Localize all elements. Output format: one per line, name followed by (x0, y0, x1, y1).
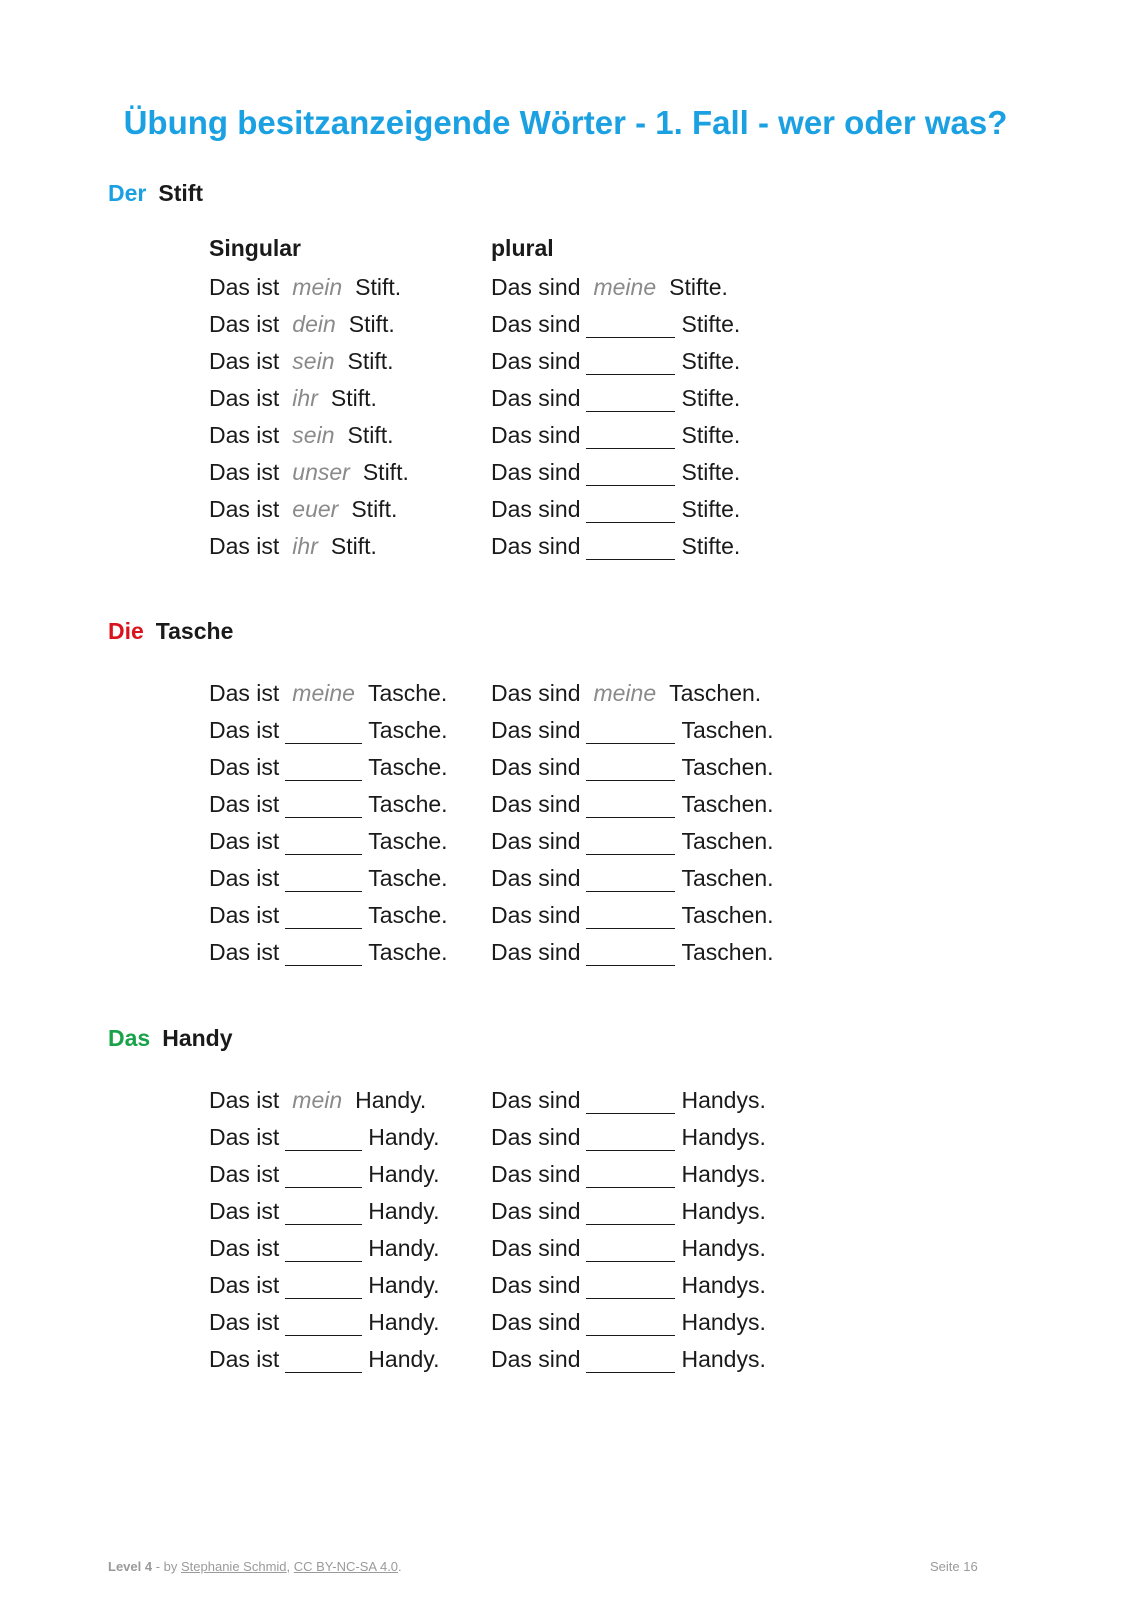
exercise-line (209, 715, 448, 745)
answer-blank[interactable] (586, 1239, 675, 1262)
line-prefix: Das ist (209, 754, 280, 780)
line-prefix: Das ist (209, 422, 280, 448)
exercise-line (209, 900, 448, 930)
exercise-line (209, 1085, 426, 1115)
answer-blank[interactable] (285, 869, 362, 892)
line-noun: Handy. (368, 1272, 440, 1298)
footer-author-link[interactable]: Stephanie Schmid (181, 1559, 287, 1574)
line-prefix: Das ist (209, 828, 280, 854)
exercise-line (491, 1307, 766, 1337)
line-prefix: Das sind (491, 791, 581, 817)
exercise-line (491, 420, 740, 450)
line-prefix: Das ist (209, 902, 280, 928)
line-prefix: Das ist (209, 1309, 280, 1335)
line-prefix: Das sind (491, 274, 581, 300)
line-prefix: Das ist (209, 1087, 280, 1113)
line-prefix: Das ist (209, 311, 280, 337)
exercise-line (491, 346, 740, 376)
line-prefix: Das sind (491, 1309, 581, 1335)
footer-level: Level 4 (108, 1559, 153, 1574)
exercise-line (209, 1344, 439, 1374)
line-noun: Handys. (681, 1235, 766, 1261)
line-noun: Taschen. (681, 754, 774, 780)
line-prefix: Das sind (491, 828, 581, 854)
line-prefix: Das sind (491, 680, 581, 706)
line-noun: Stifte. (681, 533, 741, 559)
noun-handy: Handy (162, 1025, 233, 1051)
line-noun: Stifte. (669, 274, 728, 300)
footer-by: - by (152, 1559, 181, 1574)
plural-header: plural (491, 235, 554, 261)
line-prefix: Das sind (491, 459, 581, 485)
line-prefix: Das ist (209, 865, 280, 891)
line-prefix: Das ist (209, 385, 280, 411)
answer-blank[interactable] (285, 1276, 362, 1299)
line-prefix: Das ist (209, 717, 280, 743)
section-heading-die (108, 618, 233, 645)
line-prefix: Das sind (491, 902, 581, 928)
exercise-line (209, 272, 401, 302)
line-prefix: Das sind (491, 1272, 581, 1298)
line-prefix: Das sind (491, 1346, 581, 1372)
line-noun: Handys. (681, 1124, 766, 1150)
answer-blank[interactable] (285, 1128, 362, 1151)
example-possessive: meine (593, 274, 657, 300)
line-prefix: Das sind (491, 1198, 581, 1224)
line-noun: Stift. (355, 274, 402, 300)
line-noun: Tasche. (368, 939, 448, 965)
exercise-line (491, 383, 740, 413)
answer-blank[interactable] (285, 795, 362, 818)
exercise-line (209, 309, 395, 339)
example-possessive: mein (292, 274, 343, 300)
answer-blank[interactable] (586, 906, 675, 929)
exercise-line (491, 494, 740, 524)
exercise-line (209, 383, 377, 413)
line-noun: Handys. (681, 1198, 766, 1224)
article-das: Das (108, 1025, 151, 1051)
line-noun: Handys. (681, 1346, 766, 1372)
footer-credit (108, 1559, 402, 1574)
line-noun: Stifte. (681, 311, 741, 337)
answer-blank[interactable] (586, 500, 675, 523)
line-prefix: Das ist (209, 1124, 280, 1150)
exercise-line (491, 863, 774, 893)
line-noun: Tasche. (368, 791, 448, 817)
line-noun: Taschen. (681, 865, 774, 891)
line-prefix: Das sind (491, 717, 581, 743)
line-noun: Handy. (368, 1161, 440, 1187)
answer-blank[interactable] (586, 1165, 675, 1188)
answer-blank[interactable] (586, 1091, 675, 1114)
line-noun: Stift. (330, 385, 377, 411)
line-noun: Stift. (347, 348, 394, 374)
line-noun: Taschen. (681, 828, 774, 854)
exercise-line (209, 937, 448, 967)
line-prefix: Das sind (491, 1087, 581, 1113)
exercise-line (491, 1159, 766, 1189)
line-prefix: Das sind (491, 865, 581, 891)
answer-blank[interactable] (586, 1202, 675, 1225)
exercise-line (491, 826, 774, 856)
exercise-line (209, 420, 394, 450)
line-noun: Handy. (355, 1087, 427, 1113)
answer-blank[interactable] (586, 389, 675, 412)
answer-blank[interactable] (586, 795, 675, 818)
answer-blank[interactable] (285, 758, 362, 781)
answer-blank[interactable] (586, 943, 675, 966)
answer-blank[interactable] (285, 1202, 362, 1225)
footer-sep: , (286, 1559, 294, 1574)
line-noun: Tasche. (368, 754, 448, 780)
line-prefix: Das sind (491, 533, 581, 559)
answer-blank[interactable] (285, 1313, 362, 1336)
exercise-line (209, 789, 448, 819)
exercise-line (209, 1307, 439, 1337)
exercise-line (491, 789, 774, 819)
line-noun: Stift. (351, 496, 398, 522)
noun-stift: Stift (158, 180, 204, 206)
example-possessive: euer (292, 496, 339, 522)
example-possessive: ihr (292, 533, 318, 559)
article-die: Die (108, 618, 144, 644)
exercise-line (491, 531, 740, 561)
line-noun: Taschen. (681, 717, 774, 743)
line-prefix: Das ist (209, 1161, 280, 1187)
line-prefix: Das sind (491, 422, 581, 448)
line-noun: Stift. (347, 422, 394, 448)
line-noun: Handys. (681, 1309, 766, 1335)
line-prefix: Das sind (491, 1161, 581, 1187)
line-noun: Stifte. (681, 496, 741, 522)
line-noun: Handy. (368, 1124, 440, 1150)
page-title: Übung besitzanzeigende Wörter - 1. Fall - wer oder was? (123, 104, 1008, 141)
line-prefix: Das sind (491, 385, 581, 411)
example-possessive: sein (292, 348, 335, 374)
line-prefix: Das ist (209, 1198, 280, 1224)
exercise-line (209, 863, 448, 893)
line-prefix: Das ist (209, 1346, 280, 1372)
answer-blank[interactable] (586, 832, 675, 855)
line-prefix: Das ist (209, 459, 280, 485)
answer-blank[interactable] (285, 943, 362, 966)
line-noun: Stift. (362, 459, 409, 485)
line-noun: Taschen. (681, 791, 774, 817)
footer-end: . (398, 1559, 402, 1574)
line-noun: Stift. (348, 311, 395, 337)
answer-blank[interactable] (586, 463, 675, 486)
line-prefix: Das sind (491, 939, 581, 965)
exercise-line (209, 494, 397, 524)
answer-blank[interactable] (285, 721, 362, 744)
answer-blank[interactable] (586, 426, 675, 449)
exercise-line (491, 1270, 766, 1300)
exercise-line (491, 678, 761, 708)
footer-page-number: Seite 16 (930, 1559, 978, 1574)
answer-blank[interactable] (285, 1239, 362, 1262)
answer-blank[interactable] (586, 315, 675, 338)
exercise-line (209, 1159, 439, 1189)
article-der: Der (108, 180, 147, 206)
answer-blank[interactable] (586, 352, 675, 375)
line-prefix: Das sind (491, 311, 581, 337)
line-prefix: Das sind (491, 496, 581, 522)
line-prefix: Das ist (209, 348, 280, 374)
exercise-line (209, 826, 448, 856)
example-possessive: meine (593, 680, 657, 706)
line-noun: Stifte. (681, 422, 741, 448)
line-noun: Handy. (368, 1198, 440, 1224)
line-noun: Handy. (368, 1309, 440, 1335)
line-prefix: Das ist (209, 939, 280, 965)
exercise-line (491, 937, 774, 967)
footer-license-link[interactable]: CC BY-NC-SA 4.0 (293, 1559, 399, 1574)
example-possessive: meine (292, 680, 355, 706)
answer-blank[interactable] (285, 832, 362, 855)
line-noun: Stifte. (681, 459, 741, 485)
line-noun: Tasche. (368, 717, 448, 743)
line-prefix: Das sind (491, 1124, 581, 1150)
line-noun: Handys. (681, 1087, 766, 1113)
line-prefix: Das ist (209, 1235, 280, 1261)
exercise-line (491, 272, 728, 302)
answer-blank[interactable] (285, 1350, 362, 1373)
line-noun: Tasche. (368, 902, 448, 928)
exercise-line (209, 1122, 439, 1152)
exercise-line (209, 1196, 439, 1226)
exercise-line (209, 531, 377, 561)
exercise-line (491, 1085, 766, 1115)
line-noun: Stifte. (681, 385, 741, 411)
line-noun: Tasche. (368, 828, 448, 854)
singular-header: Singular (209, 235, 302, 261)
line-prefix: Das ist (209, 274, 280, 300)
exercise-line (491, 309, 740, 339)
answer-blank[interactable] (285, 1165, 362, 1188)
line-noun: Handy. (368, 1346, 440, 1372)
exercise-line (491, 715, 774, 745)
answer-blank[interactable] (586, 758, 675, 781)
exercise-line (491, 1344, 766, 1374)
line-noun: Stift. (330, 533, 377, 559)
exercise-line (491, 1122, 766, 1152)
line-noun: Tasche. (368, 865, 448, 891)
exercise-line (209, 678, 447, 708)
exercise-line (491, 1233, 766, 1263)
line-prefix: Das sind (491, 1235, 581, 1261)
line-prefix: Das sind (491, 754, 581, 780)
line-noun: Taschen. (681, 902, 774, 928)
section-heading-der (108, 180, 203, 207)
line-prefix: Das ist (209, 1272, 280, 1298)
example-possessive: unser (292, 459, 350, 485)
line-noun: Taschen. (681, 939, 774, 965)
example-possessive: mein (292, 1087, 343, 1113)
line-noun: Handys. (681, 1272, 766, 1298)
line-prefix: Das ist (209, 533, 280, 559)
example-possessive: sein (292, 422, 335, 448)
noun-tasche: Tasche (155, 618, 234, 644)
line-noun: Stifte. (681, 348, 741, 374)
exercise-line (209, 1233, 439, 1263)
answer-blank[interactable] (586, 1313, 675, 1336)
line-prefix: Das sind (491, 348, 581, 374)
line-prefix: Das ist (209, 496, 280, 522)
line-noun: Handy. (368, 1235, 440, 1261)
line-prefix: Das ist (209, 680, 280, 706)
exercise-line (209, 346, 394, 376)
line-noun: Handys. (681, 1161, 766, 1187)
example-possessive: dein (292, 311, 336, 337)
exercise-line (491, 900, 774, 930)
answer-blank[interactable] (586, 1128, 675, 1151)
answer-blank[interactable] (586, 1276, 675, 1299)
section-heading-das (108, 1025, 233, 1052)
line-noun: Tasche. (367, 680, 448, 706)
exercise-line (209, 457, 409, 487)
line-prefix: Das ist (209, 791, 280, 817)
exercise-line (209, 752, 448, 782)
line-noun: Taschen. (669, 680, 762, 706)
exercise-line (491, 1196, 766, 1226)
example-possessive: ihr (292, 385, 318, 411)
answer-blank[interactable] (586, 869, 675, 892)
exercise-line (491, 457, 740, 487)
answer-blank[interactable] (586, 1350, 675, 1373)
answer-blank[interactable] (586, 537, 675, 560)
exercise-line (209, 1270, 439, 1300)
answer-blank[interactable] (285, 906, 362, 929)
exercise-line (491, 752, 774, 782)
answer-blank[interactable] (586, 721, 675, 744)
